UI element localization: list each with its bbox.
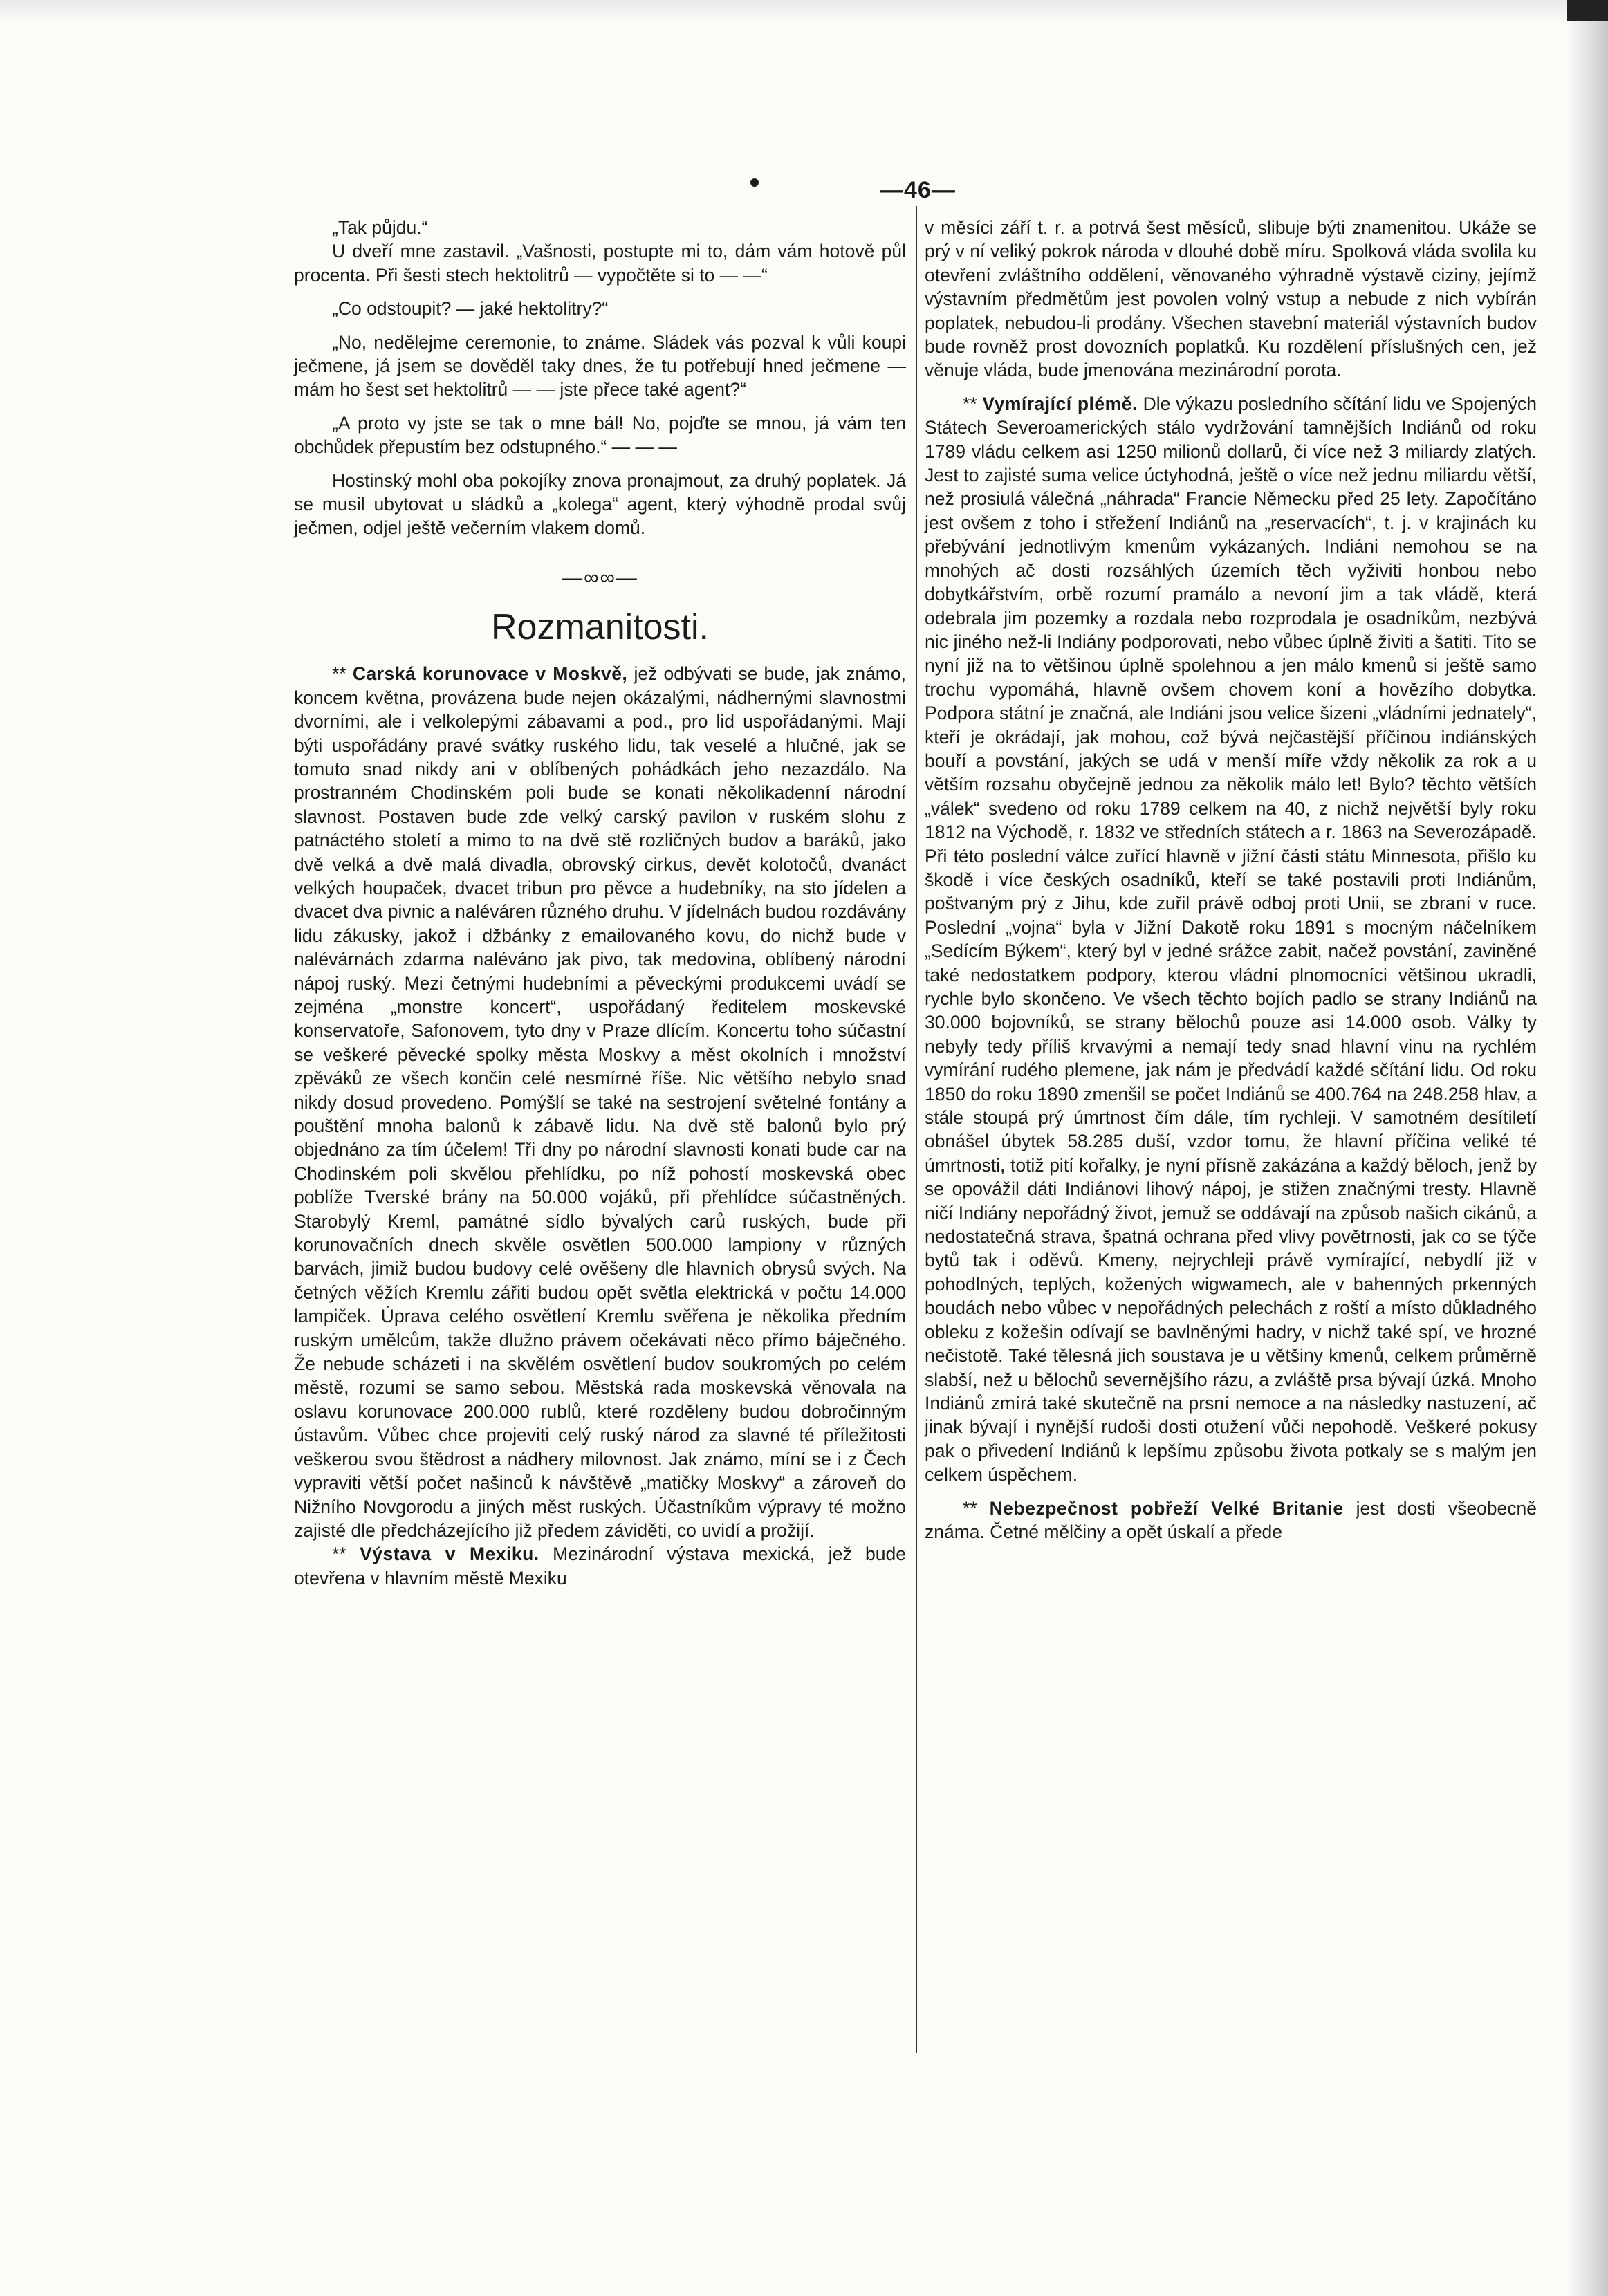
ornament-divider: —∞∞— bbox=[562, 566, 638, 589]
story-paragraph: „Co odstoupit? — jaké hektolitry?“ bbox=[332, 298, 609, 320]
article-marker: ** bbox=[332, 663, 346, 685]
story-paragraph: „Tak půjdu.“ bbox=[332, 217, 428, 238]
scan-corner-shadow bbox=[1567, 0, 1608, 21]
article-vystava-mexiko bbox=[294, 1542, 906, 1590]
story-paragraph: Hostinský mohl oba pokojíky znova pronajmout, za druhý poplatek. Já se musil ubytovat u sládků a „kolega“ agent, který výhodně prodal svůj ječmen, odjel ještě večerním vlakem domů. bbox=[294, 470, 906, 539]
article-marker: ** bbox=[332, 1544, 346, 1565]
scan-right-edge bbox=[1567, 0, 1608, 2296]
article-text: jest dosti všeobecně známa. Četné mělčiny a opět úskalí a přede bbox=[925, 1497, 1537, 1542]
article-text: jež odbývati se bude, jak známo, koncem května, provázena bude nejen okázalými, nádhernými slavnostmi dvorními, ale i velkolepými zábavami a pod., pro lid uspořádanými. Mají býti uspořádány pravé svátky ruského lidu, tak veselé a hlučné, jak se tomuto snad nikdy ani v oblíbených pohádkách jeho nezazdálo. Na prostranném Chodinském poli bude se konati několikadenní národní slavnost. Postaven bude zde velký carský pavilon v ruském slohu z patnáctého století a mimo to na dvě stě rozličných budov a baráků, jako dvě velká a dvě malá divadla, obrovský cirkus, devět kolotočů, dvanáct velkých houpaček, dvacet tribun pro pěvce a hudebníky, na sto jídelen a dvacet dva pivnic a naléváren různého druhu. V jídelnách budou rozdávány lidu zákusky, jakož i džbánky z emailovaného kovu, do nichž bude v nalévárnách zdarma naléváno jak pivo, tak medovina, oblíbený národní nápoj ruský. Mezi četnými hudebními a pěveckými produkcemi uvádí se zejména „monstre koncert“, uspořádaný ředitelem moskevské konservatoře, Safonovem, tyto dny v Praze dlícím. Koncertu toho súčastní se veškeré pěvecké spolky města Moskvy a měst okolních i množství zpěváků ze všech končin celé nesmírné říše. Nic většího nebylo snad nikdy dosud provedeno. Pomýšlí se také na sestrojení světelné fontány a pouštění mnoha balonů k zábavě lidu. Na dvě stě balonů bylo prý objednáno za tím účelem! Tři dny po národní slavnosti konati bude car na Chodinském poli skvělou přehlídku, po níž pohostí moskevská obec poblíže Tverské brány na 50.000 vojáků, při přehlídce súčastněných. Starobylý Kreml, památné sídlo bývalých carů ruských, bude při korunovačních dnech skvěle osvětlen 500.000 lampiony v různých barvách, jimiž budou budovy celé ověšeny dle hlavních obrysů svých. Na četných věžích Kremlu zářiti budou opět světla elektrická v počtu 14.000 lampiček. Úprava celého osvětlení Kremlu svěřena je několika předním ruským umělcům, takže dlužno právem očekávati něco přímo báječného. Že nebude scházeti i na skvělém osvětlení budov soukromých po celém městě, rozumí se samo sebou. Městská rada moskevská věnovala na oslavu korunovace 200.000 rublů, které rozděleny budou dobročinným ústavům. Vůbec chce projeviti celý ruský národ za slavné té příležitosti veškerou svou štědrost a nádhery milovnost. Jak známo, míní se i z Čech vypraviti větší počet našinců k návštěvě „matičky Moskvy“ a zároveň do Nižního Novgorodu a jiných měst ruských. Účastníkům výpravy té možno zajisté dle předcházejícího již předem záviděti, co uvidí a prožijí. bbox=[294, 663, 906, 1541]
article-continuation: v měsíci září t. r. a potrvá šest měsíců, slibuje býti znamenitou. Ukáže se prý v ní veliký pokrok národa v dlouhé době míru. Spolková vláda svolila ku otevření zvláštního oddělení, věnovaného výhradně výstavě ciziny, jejímž výstavním předmětům jest povolen volný vstup a nebude z nich vybírán poplatek, nebudou-li prodány. Všechen stavební materiál výstavních budov bude rovněž prost dovozních poplatků. Ku rozdělení příslušných cen, jež věnuje vláda, bude jmenována mezinárodní porota. bbox=[925, 217, 1537, 381]
article-nebezpecnost-pobrezi bbox=[925, 1497, 1537, 1544]
story-paragraph: „A proto vy jste se tak o mne bál! No, pojďte se mnou, já vám ten obchůdek přepustím bez odstupného.“ — — — bbox=[294, 412, 906, 458]
story-paragraph: U dveří mne zastavil. „Vašnosti, postupte mi to, dám vám hotově půl procenta. Při šesti stech hektolitrů — vypočtěte si to — —“ bbox=[294, 241, 906, 286]
article-text: Mezinárodní výstava mexická, jež bude otevřena v hlavním městě Mexiku bbox=[294, 1544, 906, 1589]
scan-top-edge bbox=[0, 0, 1608, 24]
section-heading: Rozmanitosti. bbox=[491, 607, 709, 648]
article-marker: ** bbox=[963, 393, 977, 414]
article-carska-korunovace bbox=[294, 662, 906, 1542]
page-dot bbox=[750, 178, 759, 187]
article-title: Nebezpečnost pobřeží Velké Britanie bbox=[989, 1497, 1344, 1519]
column-rule bbox=[916, 206, 917, 2053]
left-column bbox=[294, 216, 906, 1590]
right-column bbox=[925, 216, 1537, 1544]
story-paragraph: „No, nedělejme ceremonie, to známe. Sládek vás pozval k vůli koupi ječmene, já jsem se dověděl taky dnes, že tu potřebují hned ječmene — mám ho šest set hektolitrů — — jste přece také agent?“ bbox=[294, 331, 906, 400]
article-title: Vymírající plémě. bbox=[982, 393, 1138, 414]
article-text: Dle výkazu posledního sčítání lidu ve Spojených Státech Severoamerických stálo vydržování tamnějších Indiánů od roku 1789 vládu celkem asi 1250 milionů dollarů, či více než 3 miliardy zlatých. Jest to zajisté suma velice úctyhodná, ještě o více než jednu miliardu větší, než prosiulá válečná „náhrada“ Francie Německu před 25 lety. Započítáno jest ovšem z toho i střežení Indiánů na „reservacích“, t. j. v krajinách ku přebývání jednotlivým kmenům vykázaných. Indiáni nemohou se na mnohých ač dosti rozsáhlých územích těch vyživiti honbou nebo dobytkářstvím, orbě rozumí pramálo a nevoní jim a tak vládě, která odebrala jim pozemky a rozdala nebo rozprodala je osadníkům, nezbývá nic jiného než-li Indiány podporovati, nebo vůbec úplně živiti a šatiti. Tito se nyní již na to většinou úplně spolehnou a jen málo kmenů si ještě samo trochu vypomáhá, hlavně ovšem chovem koní a hovězího dobytka. Podpora státní je značná, ale Indiáni jsou velice šizeni „vládními jednately“, kteří je okrádají, jak mohou, což bývá nejčastější příčinou indiánských bouří a povstání, jakých se udá v menší míře vždy několik za rok a u větším rozsahu obyčejně jednou za několik málo let! Bylo? těchto větších „válek“ svedeno od roku 1789 celkem na 40, z nichž největší byly roku 1812 na Východě, r. 1832 ve středních státech a r. 1863 na Severozápadě. Při této poslední válce zuřící hlavně v jižní části státu Minnesota, přišlo ku škodě i více českých osadníků, kteří se také postavili proti Indiánům, poštvaným prý z Jihu, kde zuřil právě odboj proti Unii, se zbraní v ruce. Poslední „vojna“ byla v Jižní Dakotě roku 1891 s mocným náčelníkem „Sedícím Býkem“, který byl v jedné srážce zabit, načež povstání, zaviněné také nedostatkem podpory, kterou vládní plnomocníci většinou ukradli, rychle bylo skončeno. Ve všech těchto bojích padlo se strany Indiánů na 30.000 bojovníků, se strany bělochů pouze asi 14.000 osob. Války ty nebyly tedy příliš krvavými a nemají tedy snad hlavní vinu na rychlém vymírání rudého plemene, jak nám je předvádí každé sčítání lidu. Od roku 1850 do roku 1890 zmenšil se počet Indiánů se 400.764 na 248.258 hlav, a stále stoupá prý úmrtnost čím dále, tím rychleji. V samotném desítiletí obnášel úbytek 58.285 duší, vzdor tomu, že hlavní příčina veliké té úmrtnosti, totiž pití kořalky, je nyní přísně zakázána a každý běloch, jenž by se opovážil dáti Indiánovi lihový nápoj, je stižen značnými tresty. Hlavně ničí Indiány nepořádný život, jemuž se oddávají na způsob našich cikánů, a nedostatečná strava, špatná ochrana před vlivy povětrnosti, jak co se týče bytů tak i oděvů. Kmeny, nejrychleji právě vymírající, nebydlí již v pohodlných, teplých, kožených wigwamech, ale v bahenných prkenných boudách nebo vůbec v nepořádných pelechách z roští a místo důkladného obleku z kožešin odívají se bavlněnými hadry, v nichž také spí, ve hrozné nečistotě. Také tělesná jich soustava je u většiny kmenů, celkem průměrně slabší, než u bělochů severnějšího rázu, a zvláště prsa bývají úzká. Mnoho Indiánů zmírá také skutečně na prsní nemoce a na následky nastuzení, ač jinak bývají i nynější rudoši dosti otužení vůči nepohodě. Veškeré pokusy pak o přivedení Indiánů k lepšímu způsobu života potkaly se s malým jen celkem úspěchem. bbox=[925, 393, 1537, 1485]
page-number: —46— bbox=[880, 177, 956, 203]
article-vymirajici-pleme bbox=[925, 392, 1537, 1487]
article-marker: ** bbox=[963, 1497, 977, 1519]
article-title: Výstava v Mexiku. bbox=[360, 1544, 539, 1565]
article-title: Carská korunovace v Moskvě, bbox=[352, 663, 628, 685]
